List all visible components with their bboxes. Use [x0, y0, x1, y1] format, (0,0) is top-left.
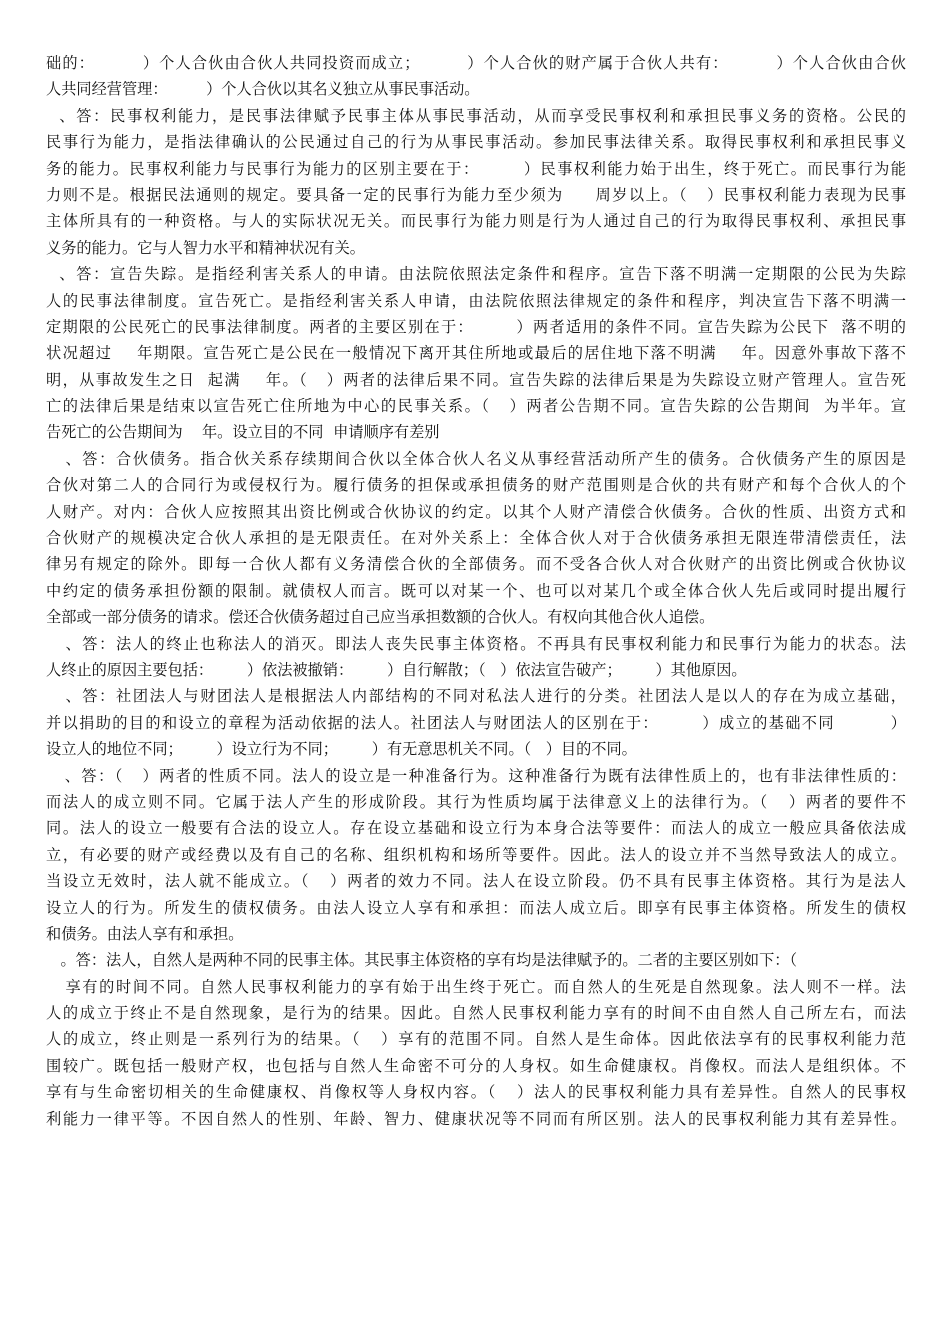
text-line: 人的成立，终止则是一系列行为的结果。（ ）享有的范围不同。自然人是生命体。因此依法享有的民事权利能力范	[46, 1030, 906, 1049]
text-line: 人的民事法律制度。宣告死亡。是指经利害关系人申请，由法院依照法律规定的条件和程序，判决宣告下落不明满一	[46, 291, 906, 310]
text-line: 立，有必要的财产或经费以及有自己的名称、组织机构和场所等要件。因此。法人的设立并不当然导致法人的成立。	[46, 845, 906, 864]
text-line: 亡的法律后果是结束以宣告死亡住所地为中心的民事关系。（ ）两者公告期不同。宣告失踪的公告期间 为半年。宣	[46, 397, 906, 416]
text-line: 设立人的行为。所发生的债权债务。由法人设立人享有和承担：而法人成立后。即享有民事主体资格。所发生的债权	[46, 898, 906, 917]
text-line: 础的： ）个人合伙由合伙人共同投资而成立； ）个人合伙的财产属于合伙人共有： ）个人合伙由合伙	[46, 54, 906, 72]
text-line: 人终止的原因主要包括： ）依法被撤销： ）自行解散；（ ）依法宣告破产； ）其他原因。	[46, 660, 747, 679]
text-line: 设立人的地位不同； ）设立行为不同； ）有无意思机关不同。（ ）目的不同。	[46, 740, 637, 759]
text-line: 利能力一律平等。不因自然人的性别、年龄、智力、健康状况等不同而有所区别。法人的民事权利能力其有差异性。	[46, 1109, 906, 1128]
text-line: 、答：宣告失踪。是指经利害关系人的申请。由法院依照法定条件和程序。宣告下落不明满一定期限的公民为失踪	[46, 265, 906, 284]
text-line: 。答：法人，自然人是两种不同的民事主体。其民事主体资格的享有均是法律赋予的。二者的主要区别如下：（	[46, 951, 798, 970]
text-line: 并以捐助的目的和设立的章程为活动依据的法人。社团法人与财团法人的区别在于： ）成立的基础不同 ）	[46, 713, 906, 732]
text-line: 全部或一部分债务的请求。偿还合伙债务超过自己应当承担数额的合伙人。有权向其他合伙人追偿。	[46, 608, 715, 627]
text-line: 律另有规定的除外。即每一合伙人都有义务清偿合伙的全部债务。而不受各合伙人对合伙财产的出资比例或合伙协议	[46, 555, 906, 574]
text-line: 、答：社团法人与财团法人是根据法人内部结构的不同对私法人进行的分类。社团法人是以人的存在为成立基础，	[46, 687, 906, 706]
document-body	[46, 50, 906, 1132]
text-line: 务的能力。民事权利能力与民事行为能力的区别主要在于： ）民事权利能力始于出生，终于死亡。而民事行为能	[46, 159, 906, 178]
text-line: 力则不是。根据民法通则的规定。要具备一定的民事行为能力至少须为 周岁以上。（ ）民事权利能力表现为民事	[46, 185, 906, 204]
text-line: 同。法人的设立一般要有合法的设立人。存在设立基础和设立行为本身合法等要件：而法人的成立一般应具备依法成	[46, 819, 906, 838]
text-line: 享有与生命密切相关的生命健康权、肖像权等人身权内容。（ ）法人的民事权利能力具有差异性。自然人的民事权	[46, 1083, 906, 1102]
text-line: 当设立无效时，法人就不能成立。（ ）两者的效力不同。法人在设立阶段。仍不具有民事主体资格。其行为是法人	[46, 872, 906, 891]
text-line: 告死亡的公告期间为 年。设立目的不同 申请顺序有差别	[46, 423, 440, 442]
text-line: 明，从事故发生之日 起满 年。（ ）两者的法律后果不同。宣告失踪的法律后果是为失踪设立财产管理人。宣告死	[46, 370, 906, 389]
text-line: 享有的时间不同。自然人民事权利能力的享有始于出生终于死亡。而自然人的生死是自然现象。法人则不一样。法	[46, 977, 906, 996]
text-line: 合伙对第二人的合同行为或侵权行为。履行债务的担保或承担债务的财产范围则是合伙的共有财产和每个合伙人的个	[46, 476, 906, 495]
text-line: 合伙财产的规模决定合伙人承担的是无限责任。在对外关系上：全体合伙人对于合伙债务承担无限连带清偿责任，法	[46, 529, 906, 548]
text-line: 状况超过 年期限。宣告死亡是公民在一般情况下离开其住所地或最后的居住地下落不明满 年。因意外事故下落不	[46, 344, 906, 363]
text-line: 人财产。对内：合伙人应按照其出资比例或合伙协议的约定。以其个人财产清偿合伙债务。合伙的性质、出资方式和	[46, 502, 906, 521]
text-line: 、答：民事权利能力，是民事法律赋予民事主体从事民事活动，从而享受民事权利和承担民事义务的资格。公民的	[46, 106, 906, 125]
text-line: 人的成立于终止不是自然现象，是行为的结果。因此。自然人民事权利能力享有的时间不由自然人自己所左右，而法	[46, 1004, 906, 1023]
text-line: 主体所具有的一种资格。与人的实际状况无关。而民事行为能力则是行为人通过自己的行为取得民事权利、承担民事	[46, 212, 906, 231]
text-line: 民事行为能力，是指法律确认的公民通过自己的行为从事民事活动。参加民事法律关系。取得民事权利和承担民事义	[46, 133, 906, 152]
text-line: 、答：合伙债务。指合伙关系存续期间合伙以全体合伙人名义从事经营活动所产生的债务。合伙债务产生的原因是	[46, 449, 906, 468]
text-line: 中约定的债务承担份额的限制。就债权人而言。既可以对某一个、也可以对某几个或全体合伙人先后或同时提出履行	[46, 581, 906, 600]
text-line: 定期限的公民死亡的民事法律制度。两者的主要区别在于： ）两者适用的条件不同。宣告失踪为公民下 落不明的	[46, 317, 906, 336]
text-line: 而法人的成立则不同。它属于法人产生的形成阶段。其行为性质均属于法律意义上的法律行为。（ ）两者的要件不	[46, 792, 906, 811]
text-line: 人共同经营管理： ）个人合伙以其名义独立从事民事活动。	[46, 80, 480, 99]
text-line: 、答：（ ）两者的性质不同。法人的设立是一种准备行为。这种准备行为既有法律性质上的，也有非法律性质的：	[46, 766, 906, 785]
text-line: 、答：法人的终止也称法人的消灭。即法人丧失民事主体资格。不再具有民事权利能力和民事行为能力的状态。法	[46, 634, 906, 653]
text-line: 围较广。既包括一般财产权，也包括与自然人生命密不可分的人身权。如生命健康权。肖像权。而法人是组织体。不	[46, 1056, 906, 1075]
text-line: 和债务。由法人享有和承担。	[46, 924, 244, 943]
text-line: 义务的能力。它与人智力水平和精神状况有关。	[46, 238, 365, 257]
